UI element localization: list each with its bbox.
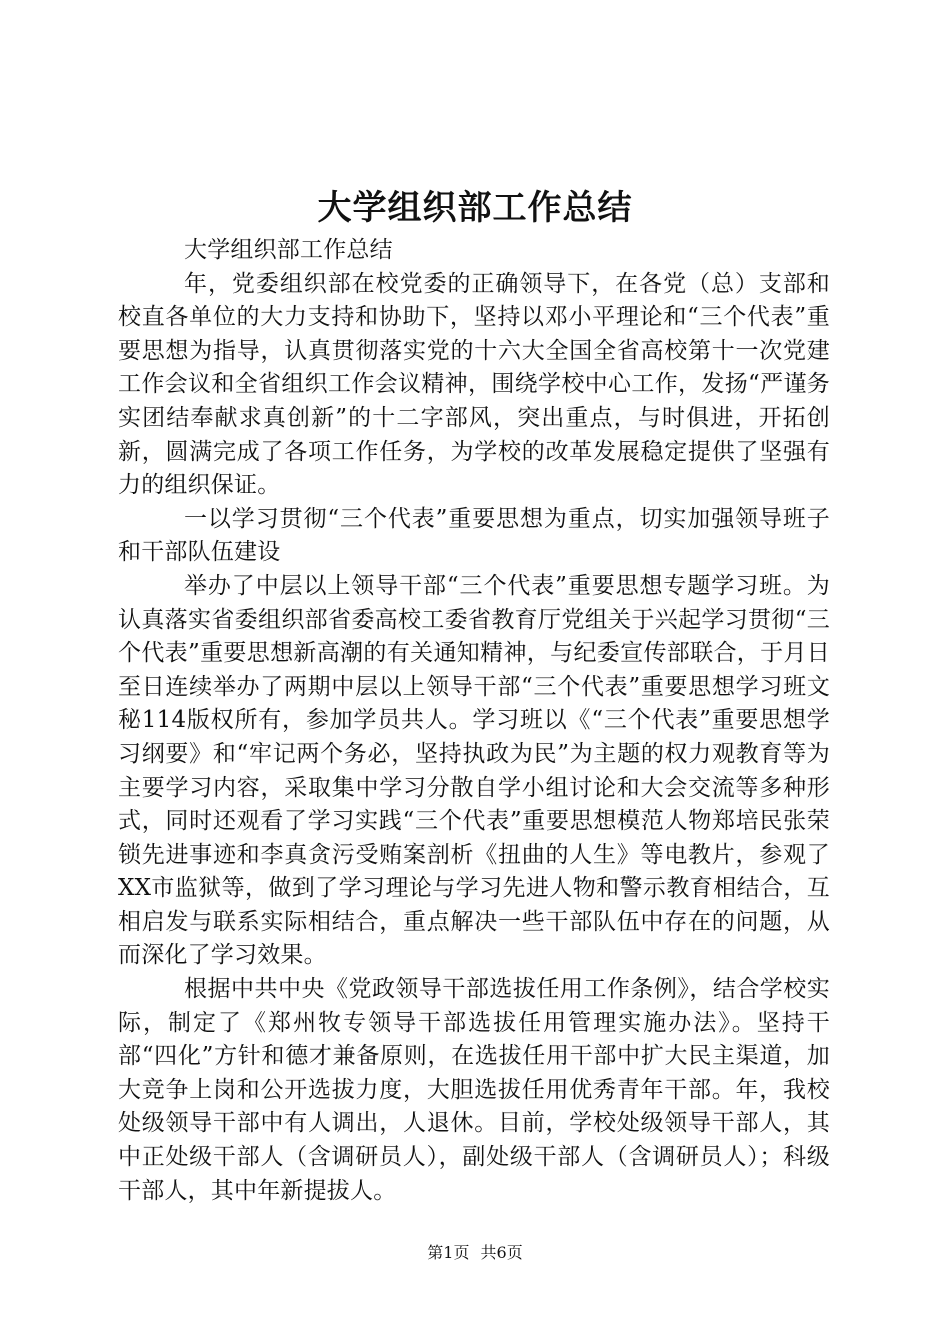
document-title: 大学组织部工作总结	[317, 188, 633, 228]
document-body	[118, 234, 830, 1208]
page-number-current: 第1页	[427, 1243, 470, 1262]
paragraph-intro: 年，党委组织部在校党委的正确领导下，在各党（总）支部和校直各单位的大力支持和协助下，坚持以邓小平理论和“三个代表”重要思想为指导，认真贯彻落实党的十六大全国全省高校第十一次党建工作会议和全省组织工作会议精神，围绕学校中心工作，发扬“严谨务实团结奉献求真创新”的十二字部风，突出重点，与时俱进，开拓创新，圆满完成了各项工作任务，为学校的改革发展稳定提供了坚强有力的组织保证。	[118, 270, 830, 499]
section-heading: 一以学习贯彻“三个代表”重要思想为重点，切实加强领导班子和干部队伍建设	[118, 505, 830, 566]
page-number-total: 共6页	[480, 1243, 523, 1262]
page-footer	[0, 1242, 950, 1264]
paragraph-cadre-selection: 根据中共中央《党政领导干部选拔任用工作条例》，结合学校实际，制定了《郑州牧专领导干部选拔任用管理实施办法》。坚持干部“四化”方针和德才兼备原则，在选拔任用干部中扩大民主渠道，加大竞争上岗和公开选拔力度，大胆选拔任用优秀青年干部。年，我校处级领导干部中有人调出，人退休。目前，学校处级领导干部人，其中正处级干部人（含调研员人），副处级干部人（含调研员人）；科级干部人，其中年新提拔人。	[118, 976, 830, 1204]
paragraph-study-class: 举办了中层以上领导干部“三个代表”重要思想专题学习班。为认真落实省委组织部省委高校工委省教育厅党组关于兴起学习贯彻“三个代表”重要思想新高潮的有关通知精神，与纪委宣传部联合，于月日至日连续举办了两期中层以上领导干部“三个代表”重要思想学习班文秘114版权所有，参加学员共人。学习班以《“三个代表”重要思想学习纲要》和“牢记两个务必，坚持执政为民”为主题的权力观教育等为主要学习内容，采取集中学习分散自学小组讨论和大会交流等多种形式，同时还观看了学习实践“三个代表”重要思想模范人物郑培民张荣锁先进事迹和李真贪污受贿案剖析《扭曲的人生》等电教片，参观了XX市监狱等，做到了学习理论与学习先进人物和警示教育相结合，互相启发与联系实际相结合，重点解决一些干部队伍中存在的问题，从而深化了学习效果。	[118, 572, 830, 969]
paragraph-subtitle: 大学组织部工作总结	[184, 237, 393, 263]
